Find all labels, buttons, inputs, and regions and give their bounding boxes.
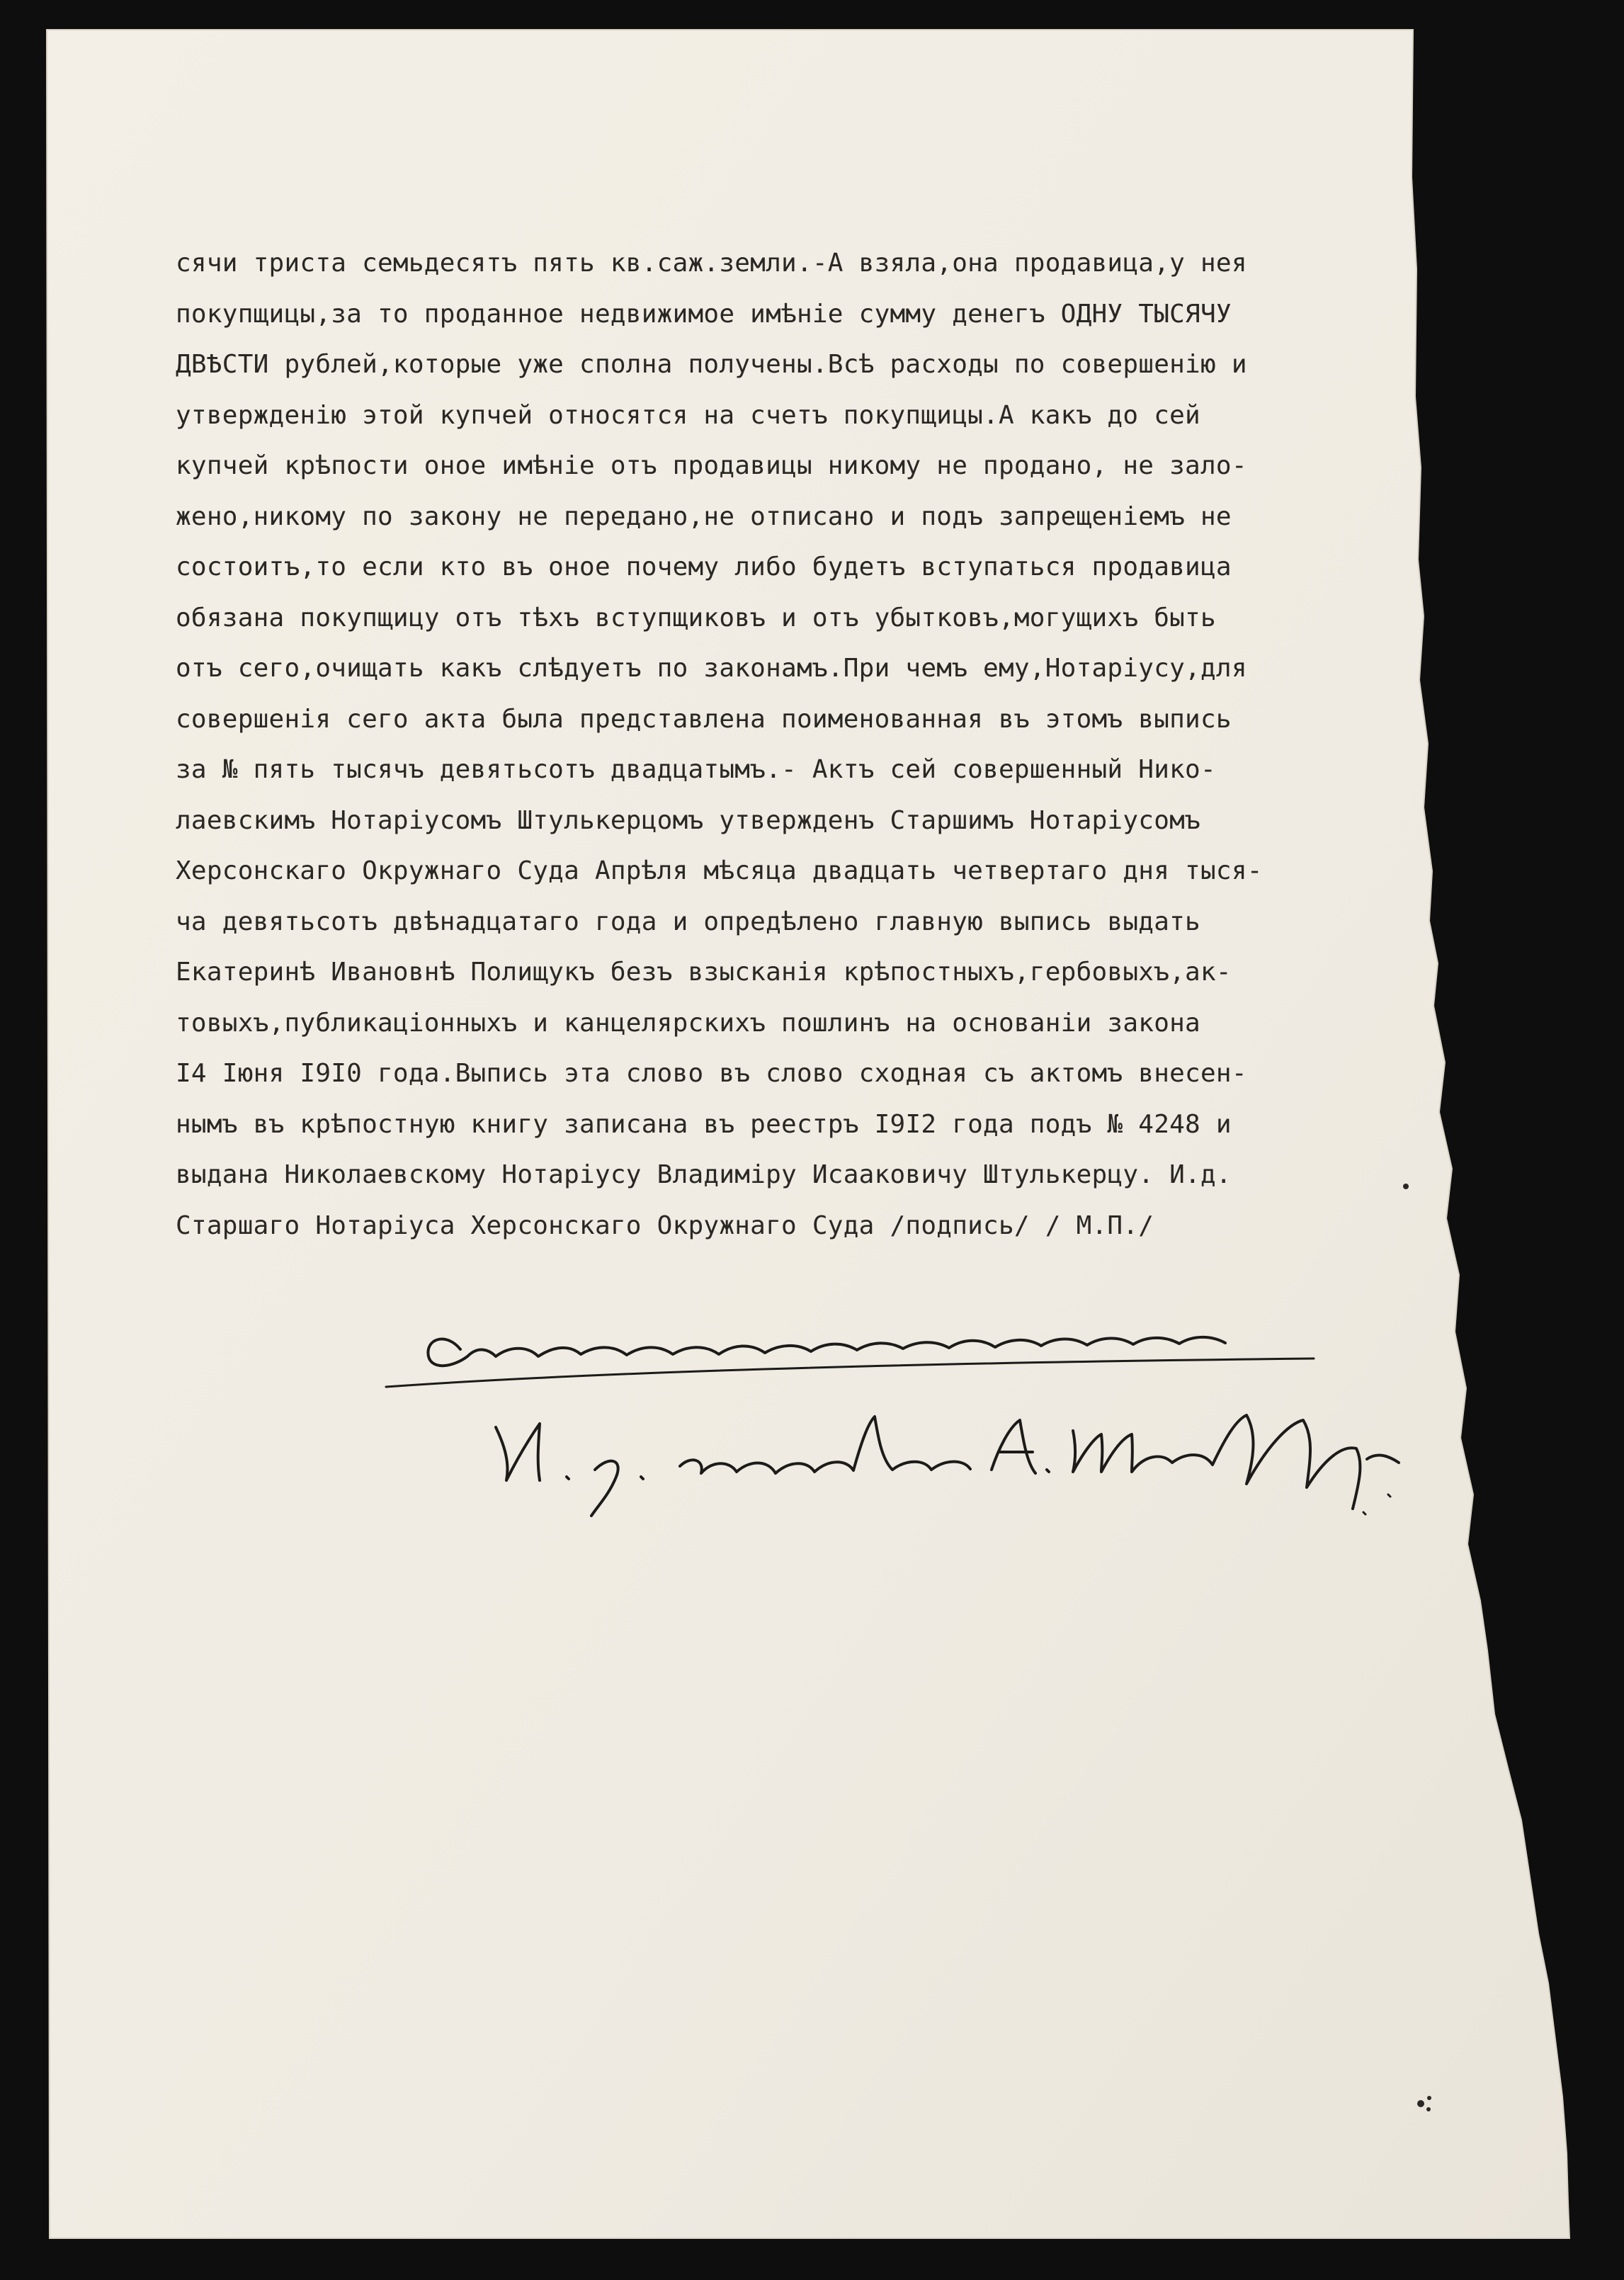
typed-line: лаевскимъ Нотаріусомъ Штулькерцомъ утвержденъ Старшимъ Нотаріусомъ — [176, 805, 1200, 835]
typed-line: Старшаго Нотаріуса Херсонскаго Окружнаго Суда /подпись/ / М.П./ — [176, 1210, 1154, 1240]
typed-line: отъ сего,очищать какъ слѣдуетъ по законамъ.При чемъ ему,Нотаріусу,для — [176, 654, 1247, 683]
typed-line: нымъ въ крѣпостную книгу записана въ реестръ I9I2 года подъ № 4248 и — [176, 1109, 1232, 1139]
typed-line: товыхъ,публикаціонныхъ и канцелярскихъ пошлинъ на основаніи закона — [176, 1008, 1200, 1038]
typed-line: ча девятьсотъ двѣнадцатаго года и опредѣлено главную выпись выдать — [176, 907, 1200, 936]
typed-text-block — [176, 238, 1394, 1251]
typed-line: выдана Николаевскому Нотаріусу Владиміру Исааковичу Штулькерцу. И.д. — [176, 1160, 1232, 1189]
typed-line: жено,никому по закону не передано,не отписано и подъ запрещеніемъ не — [176, 501, 1232, 531]
typed-line: за № пять тысячъ девятьсотъ двадцатымъ.- Актъ сей совершенный Нико- — [176, 755, 1216, 784]
typed-line: обязана покупщицу отъ тѣхъ вступщиковъ и отъ убытковъ,могущихъ быть — [176, 603, 1216, 633]
typed-line: сячи триста семьдесятъ пять кв.саж.земли.-А взяла,она продавица,у нея — [176, 249, 1247, 278]
typed-line: Екатеринѣ Ивановнѣ Полищукъ безъ взысканія крѣпостныхъ,гербовыхъ,ак- — [176, 958, 1232, 987]
typed-line: состоитъ,то если кто въ оное почему либо будетъ вступаться продавица — [176, 552, 1232, 582]
typed-line: Херсонскаго Окружнаго Суда Апрѣля мѣсяца двадцать четвертаго дня тыся- — [176, 856, 1263, 885]
typed-line: I4 Іюня I9I0 года.Выпись эта слово въ слово сходная съ актомъ внесен- — [176, 1059, 1247, 1088]
typed-line: ДВѢСТИ рублей,которые уже сполна получены.Всѣ расходы по совершенію и — [176, 350, 1247, 379]
typed-line: совершенія сего акта была представлена поименованная въ этомъ выпись — [176, 704, 1232, 734]
typed-line: покупщицы,за то проданное недвижимое имѣніе сумму денегъ ОДНУ ТЫСЯЧУ — [176, 299, 1232, 329]
typed-line: купчей крѣпости оное имѣніе отъ продавицы никому не продано, не зало- — [176, 451, 1247, 480]
typed-line: утвержденію этой купчей относятся на счетъ покупщицы.А какъ до сей — [176, 400, 1200, 430]
